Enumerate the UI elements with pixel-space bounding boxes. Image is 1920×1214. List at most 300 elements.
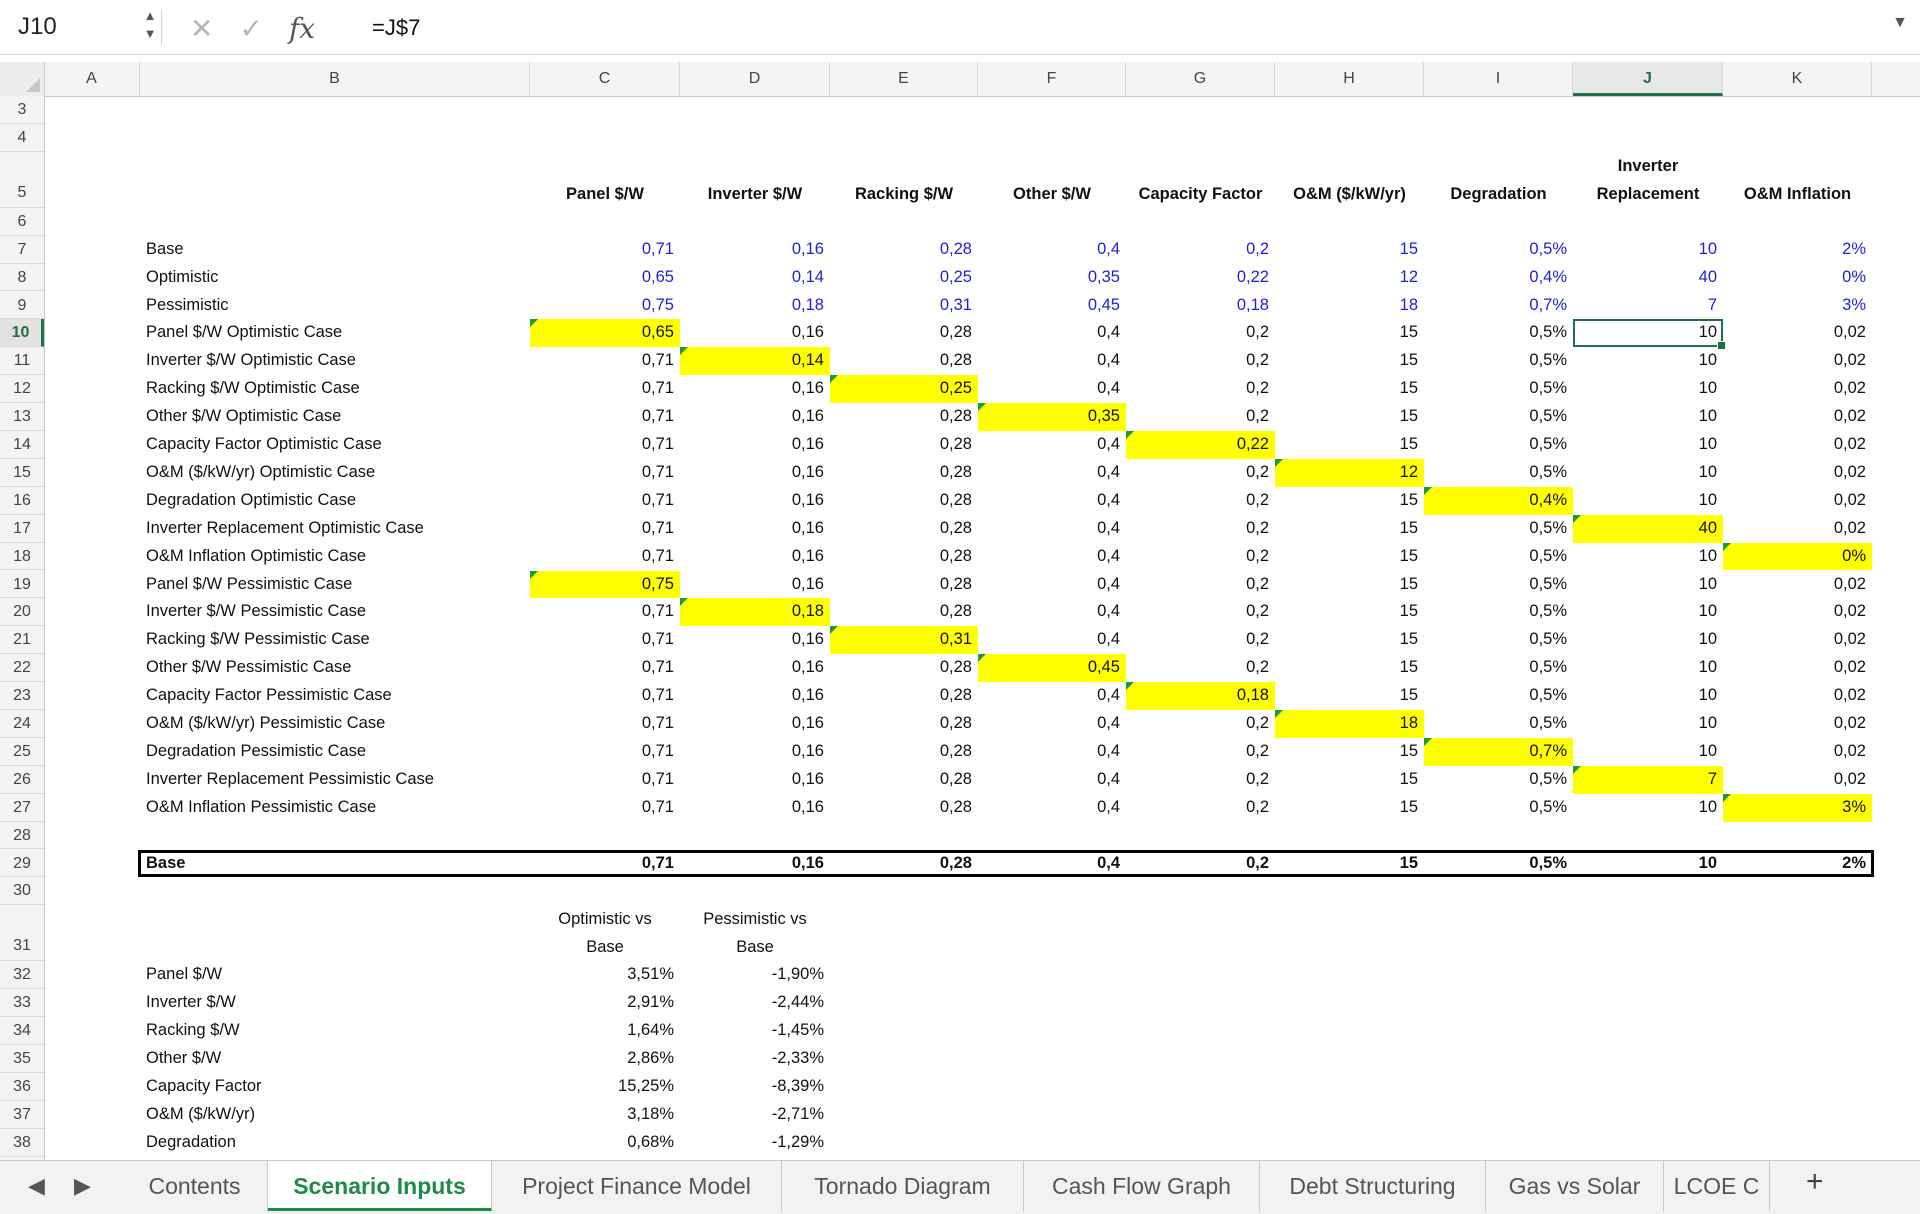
comparison-pessimistic-value[interactable]: -8,39% (771, 1076, 824, 1095)
row-header-30[interactable]: 30 (0, 877, 44, 905)
case-label[interactable]: Capacity Factor Pessimistic Case (146, 686, 392, 705)
case-value[interactable]: 0,16 (791, 407, 824, 426)
input-value[interactable]: 0% (1842, 267, 1866, 286)
case-value[interactable]: 0,16 (791, 630, 824, 649)
row-header-14[interactable]: 14 (0, 431, 44, 459)
comparison-pessimistic-value[interactable]: -1,45% (771, 1021, 824, 1040)
row-header-3[interactable]: 3 (0, 96, 44, 124)
case-value[interactable]: 0,2 (1246, 518, 1269, 537)
highlighted-case-value[interactable]: 0,35 (978, 403, 1126, 431)
case-value[interactable]: 0,02 (1833, 658, 1866, 677)
row-header-18[interactable]: 18 (0, 543, 44, 571)
base-value[interactable]: 2% (1842, 853, 1866, 872)
case-value[interactable]: 0,5% (1529, 602, 1567, 621)
comparison-label[interactable]: Inverter $/W (146, 993, 236, 1012)
column-title-capacity[interactable]: Capacity Factor (1138, 184, 1263, 203)
case-value[interactable]: 0,2 (1246, 602, 1269, 621)
case-label[interactable]: Panel $/W Optimistic Case (146, 323, 343, 342)
column-header-j[interactable]: J (1573, 62, 1723, 96)
case-value[interactable]: 0,16 (791, 462, 824, 481)
case-value[interactable]: 0,16 (791, 797, 824, 816)
column-title-inverter-replacement-line1[interactable]: Inverter (1617, 156, 1679, 175)
base-value[interactable]: 0,4 (1097, 853, 1120, 872)
case-value[interactable]: 10 (1698, 602, 1717, 621)
row-header-17[interactable]: 17 (0, 515, 44, 543)
input-value[interactable]: 0,75 (641, 295, 674, 314)
column-header-g[interactable]: G (1126, 62, 1275, 96)
column-header-i[interactable]: I (1424, 62, 1573, 96)
comparison-optimistic-value[interactable]: 1,64% (627, 1021, 674, 1040)
column-title-other[interactable]: Other $/W (1013, 184, 1091, 203)
case-value[interactable]: 0,28 (939, 546, 972, 565)
case-value[interactable]: 0,02 (1833, 630, 1866, 649)
case-value[interactable]: 0,28 (939, 797, 972, 816)
row-header-20[interactable]: 20 (0, 598, 44, 626)
case-value[interactable]: 0,5% (1529, 323, 1567, 342)
case-label[interactable]: Capacity Factor Optimistic Case (146, 435, 382, 453)
case-value[interactable]: 0,16 (791, 435, 824, 453)
case-value[interactable]: 0,71 (641, 797, 674, 816)
case-value[interactable]: 0,71 (641, 714, 674, 732)
row-header-38[interactable]: 38 (0, 1129, 44, 1157)
case-value[interactable]: 0,5% (1529, 351, 1567, 370)
case-value[interactable]: 15 (1399, 379, 1418, 398)
case-value[interactable]: 0,02 (1833, 518, 1866, 537)
case-value[interactable]: 0,02 (1833, 379, 1866, 398)
row-header-11[interactable]: 11 (0, 347, 44, 375)
case-value[interactable]: 0,4 (1097, 351, 1120, 370)
highlighted-case-value[interactable]: 0% (1723, 543, 1872, 571)
case-value[interactable]: 0,16 (791, 686, 824, 705)
case-value[interactable]: 10 (1698, 351, 1717, 370)
case-value[interactable]: 0,02 (1833, 741, 1866, 760)
base-label[interactable]: Base (146, 853, 186, 872)
case-value[interactable]: 0,4 (1097, 574, 1120, 593)
case-value[interactable]: 10 (1698, 658, 1717, 677)
case-label[interactable]: Inverter Replacement Pessimistic Case (146, 769, 434, 788)
column-title-panel[interactable]: Panel $/W (566, 184, 644, 203)
column-header-c[interactable]: C (530, 62, 680, 96)
case-value[interactable]: 0,5% (1529, 379, 1567, 398)
row-header-23[interactable]: 23 (0, 682, 44, 710)
case-value[interactable]: 10 (1698, 379, 1717, 398)
case-value[interactable]: 0,5% (1529, 462, 1567, 481)
column-header-b[interactable]: B (140, 62, 530, 96)
column-header-h[interactable]: H (1275, 62, 1424, 96)
highlighted-case-value[interactable]: 12 (1275, 459, 1424, 487)
case-value[interactable]: 0,71 (641, 658, 674, 677)
case-value[interactable]: 10 (1698, 714, 1717, 732)
comparison-header-optimistic-base[interactable]: Base (586, 938, 624, 957)
case-value[interactable]: 10 (1698, 435, 1717, 453)
row-header-4[interactable]: 4 (0, 124, 44, 152)
column-header-e[interactable]: E (830, 62, 978, 96)
row-header-8[interactable]: 8 (0, 264, 44, 292)
base-value[interactable]: 0,16 (791, 853, 824, 872)
case-value[interactable]: 0,2 (1246, 546, 1269, 565)
comparison-optimistic-value[interactable]: 3,18% (627, 1104, 674, 1123)
column-title-inverter[interactable]: Inverter $/W (707, 184, 803, 203)
case-value[interactable]: 10 (1698, 490, 1717, 509)
row-header-15[interactable]: 15 (0, 459, 44, 487)
case-value[interactable]: 0,71 (641, 518, 674, 537)
highlighted-case-value[interactable]: 0,4% (1424, 487, 1573, 515)
row-header-36[interactable]: 36 (0, 1073, 44, 1101)
case-value[interactable]: 0,2 (1246, 658, 1269, 677)
case-value[interactable]: 0,2 (1246, 323, 1269, 342)
case-value[interactable]: 0,16 (791, 714, 824, 732)
case-value[interactable]: 15 (1399, 323, 1418, 342)
case-value[interactable]: 0,28 (939, 658, 972, 677)
sheet-tab-scenario-inputs[interactable]: Scenario Inputs (268, 1161, 492, 1211)
row-header-37[interactable]: 37 (0, 1101, 44, 1129)
base-value[interactable]: 0,2 (1246, 853, 1269, 872)
active-cell-j10[interactable] (1573, 319, 1723, 347)
base-value[interactable]: 0,71 (641, 853, 674, 872)
cell-grid[interactable] (44, 96, 1920, 1160)
case-value[interactable]: 0,4 (1097, 462, 1120, 481)
case-value[interactable]: 15 (1399, 769, 1418, 788)
row-header-9[interactable]: 9 (0, 292, 44, 320)
highlighted-case-value[interactable]: 40 (1573, 515, 1723, 543)
case-value[interactable]: 0,4 (1097, 490, 1120, 509)
case-label[interactable]: Other $/W Pessimistic Case (146, 658, 352, 677)
case-value[interactable]: 0,71 (641, 686, 674, 705)
case-label[interactable]: Panel $/W Pessimistic Case (146, 574, 353, 593)
add-sheet-button[interactable]: + (1806, 1165, 1824, 1198)
input-value[interactable]: 15 (1399, 239, 1418, 258)
case-value[interactable]: 0,4 (1097, 323, 1120, 342)
case-value[interactable]: 0,4 (1097, 518, 1120, 537)
case-value[interactable]: 0,4 (1097, 602, 1120, 621)
case-value[interactable]: 0,71 (641, 546, 674, 565)
input-value[interactable]: 0,7% (1529, 295, 1567, 314)
comparison-label[interactable]: O&M ($/kW/yr) (146, 1104, 256, 1123)
case-value[interactable]: 0,02 (1833, 769, 1866, 788)
base-value[interactable]: 15 (1399, 853, 1418, 872)
comparison-optimistic-value[interactable]: 0,68% (627, 1132, 674, 1151)
input-value[interactable]: 0,25 (939, 267, 972, 286)
highlighted-case-value[interactable]: 18 (1275, 710, 1424, 738)
case-value[interactable]: 0,2 (1246, 351, 1269, 370)
case-value[interactable]: 0,28 (939, 351, 972, 370)
formula-input[interactable]: =J$7 (372, 15, 421, 40)
case-value[interactable]: 0,16 (791, 546, 824, 565)
highlighted-case-value[interactable]: 0,7% (1424, 738, 1573, 766)
row-label[interactable]: Pessimistic (146, 295, 229, 314)
case-value[interactable]: 0,5% (1529, 769, 1567, 788)
case-value[interactable]: 0,28 (939, 518, 972, 537)
case-value[interactable]: 15 (1399, 630, 1418, 649)
input-value[interactable]: 18 (1399, 295, 1418, 314)
case-value[interactable]: 0,28 (939, 574, 972, 593)
case-value[interactable]: 0,71 (641, 602, 674, 621)
check-icon[interactable]: ✓ (239, 12, 263, 44)
case-value[interactable]: 0,71 (641, 351, 674, 370)
comparison-optimistic-value[interactable]: 3,51% (627, 965, 674, 984)
row-header-10[interactable]: 10 (0, 319, 44, 347)
case-value[interactable]: 15 (1399, 602, 1418, 621)
case-value[interactable]: 0,2 (1246, 630, 1269, 649)
case-value[interactable]: 0,02 (1833, 602, 1866, 621)
input-value[interactable]: 12 (1399, 267, 1418, 286)
case-value[interactable]: 10 (1698, 574, 1717, 593)
column-header-k[interactable]: K (1723, 62, 1872, 96)
row-header-26[interactable]: 26 (0, 766, 44, 794)
case-value[interactable]: 0,16 (791, 574, 824, 593)
next-sheet-icon[interactable]: ▶ (74, 1173, 91, 1198)
case-value[interactable]: 0,2 (1246, 797, 1269, 816)
case-value[interactable]: 0,71 (641, 435, 674, 453)
comparison-header-optimistic[interactable]: Optimistic vs (558, 910, 652, 929)
case-value[interactable]: 0,71 (641, 769, 674, 788)
case-value[interactable]: 0,71 (641, 630, 674, 649)
case-value[interactable]: 0,71 (641, 490, 674, 509)
case-value[interactable]: 0,2 (1246, 462, 1269, 481)
column-header-f[interactable]: F (978, 62, 1126, 96)
sheet-tab-tornado-diagram[interactable]: Tornado Diagram (782, 1161, 1024, 1211)
highlighted-case-value[interactable]: 0,14 (680, 347, 830, 375)
case-value[interactable]: 0,5% (1529, 630, 1567, 649)
row-header-34[interactable]: 34 (0, 1017, 44, 1045)
case-value[interactable]: 15 (1399, 546, 1418, 565)
case-value[interactable]: 0,4 (1097, 435, 1120, 453)
case-value[interactable]: 10 (1698, 546, 1717, 565)
case-value[interactable]: 10 (1698, 407, 1717, 426)
input-value[interactable]: 0,28 (939, 239, 972, 258)
case-value[interactable]: 0,02 (1833, 462, 1866, 481)
comparison-optimistic-value[interactable]: 2,91% (627, 993, 674, 1012)
case-value[interactable]: 0,16 (791, 769, 824, 788)
row-header-35[interactable]: 35 (0, 1045, 44, 1073)
row-header-5[interactable]: 5 (0, 152, 44, 208)
case-value[interactable]: 0,02 (1833, 686, 1866, 705)
case-value[interactable]: 0,4 (1097, 630, 1120, 649)
comparison-header-pessimistic-base[interactable]: Base (736, 938, 774, 957)
comparison-pessimistic-value[interactable]: -1,29% (771, 1132, 824, 1151)
case-value[interactable]: 15 (1399, 658, 1418, 677)
case-label[interactable]: Racking $/W Optimistic Case (146, 379, 360, 398)
row-header-13[interactable]: 13 (0, 403, 44, 431)
case-value[interactable]: 10 (1698, 741, 1717, 760)
case-value[interactable]: 0,2 (1246, 741, 1269, 760)
highlighted-case-value[interactable]: 7 (1573, 766, 1723, 794)
base-value[interactable]: 0,28 (939, 853, 972, 872)
case-value[interactable]: 0,2 (1246, 490, 1269, 509)
case-label[interactable]: O&M ($/kW/yr) Optimistic Case (146, 462, 376, 481)
case-label[interactable]: Inverter $/W Optimistic Case (146, 351, 356, 370)
row-header-21[interactable]: 21 (0, 626, 44, 654)
case-label[interactable]: Inverter Replacement Optimistic Case (146, 518, 424, 537)
case-value[interactable]: 0,2 (1246, 574, 1269, 593)
case-value[interactable]: 10 (1698, 797, 1717, 816)
case-value[interactable]: 0,4 (1097, 379, 1120, 398)
case-label[interactable]: Degradation Optimistic Case (146, 490, 357, 509)
input-value[interactable]: 0,18 (791, 295, 824, 314)
column-header-d[interactable]: D (680, 62, 830, 96)
case-label[interactable]: O&M Inflation Optimistic Case (146, 546, 367, 565)
case-value[interactable]: 0,5% (1529, 797, 1567, 816)
highlighted-case-value[interactable]: 0,25 (830, 375, 978, 403)
highlighted-case-value[interactable]: 0,31 (830, 626, 978, 654)
case-value[interactable]: 15 (1399, 518, 1418, 537)
case-value[interactable]: 0,28 (939, 462, 972, 481)
case-value[interactable]: 0,28 (939, 435, 972, 453)
case-value[interactable]: 0,28 (939, 714, 972, 732)
row-header-31[interactable]: 31 (0, 905, 44, 961)
case-value[interactable]: 0,5% (1529, 546, 1567, 565)
case-value[interactable]: 0,02 (1833, 407, 1866, 426)
base-value[interactable]: 10 (1698, 853, 1717, 872)
comparison-label[interactable]: Capacity Factor (146, 1076, 262, 1095)
comparison-pessimistic-value[interactable]: -2,44% (771, 993, 824, 1012)
row-header-25[interactable]: 25 (0, 738, 44, 766)
comparison-optimistic-value[interactable]: 15,25% (618, 1076, 674, 1095)
case-value[interactable]: 0,28 (939, 769, 972, 788)
sheet-tab-project-finance-model[interactable]: Project Finance Model (492, 1161, 782, 1211)
case-value[interactable]: 0,16 (791, 323, 824, 342)
case-value[interactable]: 0,71 (641, 407, 674, 426)
row-header-29[interactable]: 29 (0, 850, 44, 878)
row-header-19[interactable]: 19 (0, 571, 44, 599)
case-value[interactable]: 0,5% (1529, 574, 1567, 593)
case-value[interactable]: 0,02 (1833, 574, 1866, 593)
sheet-tab-lcoe-c[interactable]: LCOE C (1664, 1161, 1770, 1211)
row-header-28[interactable]: 28 (0, 822, 44, 850)
case-value[interactable]: 15 (1399, 574, 1418, 593)
case-label[interactable]: Other $/W Optimistic Case (146, 407, 342, 426)
row-header-12[interactable]: 12 (0, 375, 44, 403)
input-value[interactable]: 7 (1707, 295, 1717, 314)
input-value[interactable]: 0,31 (939, 295, 972, 314)
case-value[interactable]: 0,16 (791, 741, 824, 760)
input-value[interactable]: 0,45 (1087, 295, 1120, 314)
case-value[interactable]: 0,16 (791, 518, 824, 537)
input-value[interactable]: 0,35 (1087, 267, 1120, 286)
case-label[interactable]: O&M Inflation Pessimistic Case (146, 797, 377, 816)
comparison-label[interactable]: Racking $/W (146, 1021, 240, 1040)
case-value[interactable]: 0,4 (1097, 686, 1120, 705)
row-header-7[interactable]: 7 (0, 236, 44, 264)
case-value[interactable]: 0,5% (1529, 518, 1567, 537)
case-value[interactable]: 0,4 (1097, 769, 1120, 788)
row-header-24[interactable]: 24 (0, 710, 44, 738)
case-value[interactable]: 15 (1399, 797, 1418, 816)
case-value[interactable]: 0,5% (1529, 435, 1567, 453)
case-value[interactable]: 0,71 (641, 462, 674, 481)
row-header-16[interactable]: 16 (0, 487, 44, 515)
case-value[interactable]: 15 (1399, 351, 1418, 370)
case-value[interactable]: 0,2 (1246, 407, 1269, 426)
case-value[interactable]: 10 (1698, 323, 1717, 342)
case-value[interactable]: 0,16 (791, 658, 824, 677)
input-value[interactable]: 0,4% (1529, 267, 1567, 286)
sheet-tab-contents[interactable]: Contents (122, 1161, 268, 1211)
input-value[interactable]: 0,65 (641, 267, 674, 286)
input-value[interactable]: 0,71 (641, 239, 674, 258)
case-value[interactable]: 0,16 (791, 379, 824, 398)
highlighted-case-value[interactable]: 0,18 (680, 598, 830, 626)
case-value[interactable]: 0,4 (1097, 741, 1120, 760)
case-value[interactable]: 0,28 (939, 490, 972, 509)
case-value[interactable]: 0,4 (1097, 714, 1120, 732)
input-value[interactable]: 10 (1698, 239, 1717, 258)
case-value[interactable]: 0,16 (791, 490, 824, 509)
case-value[interactable]: 0,71 (641, 379, 674, 398)
input-value[interactable]: 0,14 (791, 267, 824, 286)
case-value[interactable]: 0,5% (1529, 686, 1567, 705)
case-value[interactable]: 0,28 (939, 602, 972, 621)
input-value[interactable]: 0,5% (1529, 239, 1567, 258)
input-value[interactable]: 0,4 (1097, 239, 1120, 258)
highlighted-case-value[interactable]: 0,45 (978, 654, 1126, 682)
case-value[interactable]: 0,5% (1529, 407, 1567, 426)
case-value[interactable]: 0,4 (1097, 797, 1120, 816)
case-value[interactable]: 10 (1698, 630, 1717, 649)
comparison-pessimistic-value[interactable]: -2,33% (771, 1049, 824, 1067)
case-value[interactable]: 15 (1399, 686, 1418, 705)
case-label[interactable]: Degradation Pessimistic Case (146, 741, 367, 760)
highlighted-case-value[interactable]: 0,18 (1126, 682, 1275, 710)
fx-icon[interactable]: fx (288, 11, 316, 45)
column-title-om[interactable]: O&M ($/kW/yr) (1293, 184, 1406, 203)
input-value[interactable]: 3% (1842, 295, 1866, 314)
chevron-down-icon[interactable]: ▼ (1892, 14, 1908, 31)
row-label[interactable]: Base (146, 239, 184, 258)
input-value[interactable]: 2% (1842, 239, 1866, 258)
row-label[interactable]: Optimistic (146, 267, 219, 286)
input-value[interactable]: 0,2 (1246, 239, 1269, 258)
case-value[interactable]: 0,4 (1097, 546, 1120, 565)
column-header-a[interactable]: A (44, 62, 140, 96)
case-value[interactable]: 10 (1698, 686, 1717, 705)
row-header-33[interactable]: 33 (0, 989, 44, 1017)
row-header-27[interactable]: 27 (0, 794, 44, 822)
case-value[interactable]: 0,28 (939, 741, 972, 760)
comparison-pessimistic-value[interactable]: -1,90% (771, 965, 824, 984)
comparison-optimistic-value[interactable]: 2,86% (627, 1049, 674, 1067)
highlighted-case-value[interactable]: 0,75 (530, 571, 680, 599)
sheet-tab-debt-structuring[interactable]: Debt Structuring (1260, 1161, 1486, 1211)
name-box[interactable]: J10 (6, 9, 162, 45)
case-value[interactable]: 0,02 (1833, 435, 1866, 453)
case-value[interactable]: 15 (1399, 741, 1418, 760)
column-title-racking[interactable]: Racking $/W (854, 184, 954, 203)
case-value[interactable]: 0,02 (1833, 490, 1866, 509)
input-value[interactable]: 0,18 (1236, 295, 1269, 314)
case-label[interactable]: Inverter $/W Pessimistic Case (146, 602, 367, 621)
sheet-tab-cash-flow-graph[interactable]: Cash Flow Graph (1024, 1161, 1260, 1211)
case-value[interactable]: 10 (1698, 462, 1717, 481)
close-icon[interactable]: ✕ (190, 12, 214, 44)
select-all-corner[interactable] (0, 62, 45, 96)
case-value[interactable]: 0,2 (1246, 379, 1269, 398)
case-value[interactable]: 0,02 (1833, 323, 1866, 342)
row-header-32[interactable]: 32 (0, 961, 44, 989)
highlighted-case-value[interactable]: 0,65 (530, 319, 680, 347)
case-label[interactable]: Racking $/W Pessimistic Case (146, 630, 370, 649)
case-value[interactable]: 0,02 (1833, 351, 1866, 370)
case-value[interactable]: 0,28 (939, 686, 972, 705)
case-value[interactable]: 15 (1399, 490, 1418, 509)
case-value[interactable]: 0,28 (939, 323, 972, 342)
case-label[interactable]: O&M ($/kW/yr) Pessimistic Case (146, 714, 386, 732)
highlighted-case-value[interactable]: 0,22 (1126, 431, 1275, 459)
highlighted-case-value[interactable]: 3% (1723, 794, 1872, 822)
row-header-22[interactable]: 22 (0, 654, 44, 682)
comparison-header-pessimistic[interactable]: Pessimistic vs (703, 910, 807, 929)
comparison-label[interactable]: Degradation (146, 1132, 236, 1151)
